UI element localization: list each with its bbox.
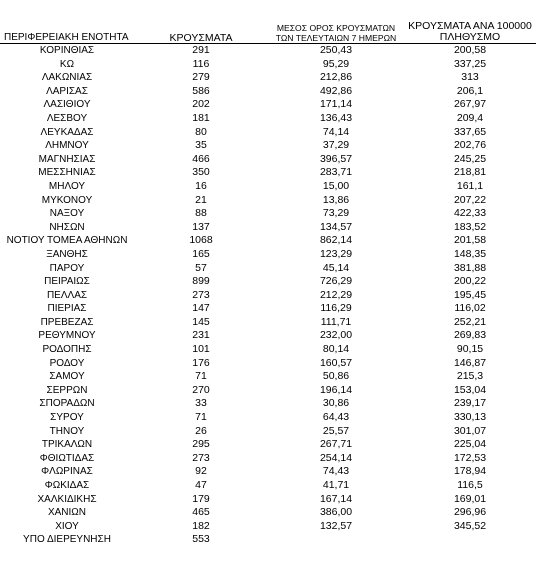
cell-per-100k: 296,96: [453, 506, 487, 519]
cell-per-100k: 218,81: [453, 166, 487, 179]
table-row: [0, 139, 536, 153]
cell-avg-7-days: 74,14: [322, 125, 350, 138]
table-row: [0, 316, 536, 330]
cell-per-100k: 169,01: [453, 492, 487, 505]
table-row: [0, 465, 536, 479]
header-avg-7-days: [268, 12, 404, 44]
cell-cases: 231: [192, 329, 210, 342]
cell-region: ΠΕΛΛΑΣ: [46, 289, 88, 301]
cell-avg-7-days: 45,14: [322, 261, 350, 274]
cell-avg-7-days: 64,43: [322, 411, 350, 424]
header-avg-line-2: ΤΩΝ ΤΕΛΕΥΤΑΙΩΝ 7 ΗΜΕΡΩΝ: [275, 32, 397, 43]
cell-region: ΦΩΚΙΔΑΣ: [44, 480, 90, 491]
cell-per-100k: 337,65: [453, 125, 487, 138]
cell-region: ΧΙΟΥ: [55, 520, 79, 532]
table-row: [0, 248, 536, 262]
cell-region: ΝΟΤΙΟΥ ΤΟΜΕΑ ΑΘΗΝΩΝ: [6, 235, 128, 247]
table-row: [0, 397, 536, 411]
table-row: [0, 275, 536, 289]
cell-cases: 80: [195, 125, 207, 138]
cell-region: ΜΕΣΣΗΝΙΑΣ: [38, 167, 96, 179]
cell-cases: 33: [195, 397, 207, 410]
cell-region: ΝΑΞΟΥ: [49, 208, 85, 220]
cell-region: ΠΙΕΡΙΑΣ: [47, 303, 87, 315]
cell-region: ΛΑΣΙΘΙΟΥ: [43, 99, 91, 111]
cell-per-100k: 381,88: [453, 261, 487, 274]
cell-region: ΛΗΜΝΟΥ: [45, 140, 89, 152]
cell-per-100k: 245,25: [453, 152, 487, 165]
table-body: [0, 44, 536, 547]
cell-avg-7-days: 267,71: [319, 438, 353, 451]
cell-avg-7-days: 212,29: [319, 288, 353, 301]
table-row: [0, 493, 536, 507]
cell-cases: 465: [192, 506, 210, 519]
cell-region: ΡΟΔΟΥ: [49, 357, 85, 369]
cell-cases: 145: [192, 315, 210, 328]
cell-cases: 21: [195, 193, 207, 206]
cell-cases: 92: [195, 465, 207, 478]
table-row: [0, 452, 536, 466]
table-row: [0, 262, 536, 276]
cell-cases: 47: [195, 479, 207, 491]
cell-per-100k: 202,76: [453, 139, 487, 152]
cell-avg-7-days: 232,00: [319, 329, 353, 342]
cell-avg-7-days: 283,71: [319, 166, 353, 179]
cell-region: ΣΕΡΡΩΝ: [46, 384, 88, 396]
header-region: ΠΕΡΙΦΕΡΕΙΑΚΗ ΕΝΟΤΗΤΑ: [4, 32, 129, 43]
cell-per-100k: 337,25: [453, 57, 487, 70]
cell-region: ΜΑΓΝΗΣΙΑΣ: [38, 153, 96, 165]
cell-avg-7-days: 132,57: [319, 519, 353, 532]
table-row: [0, 98, 536, 112]
table-row: [0, 180, 536, 194]
cell-cases: 71: [195, 370, 207, 383]
cell-avg-7-days: 396,57: [319, 152, 353, 165]
cell-region: ΡΟΔΟΠΗΣ: [42, 344, 92, 356]
cell-region: ΚΟΡΙΝΘΙΑΣ: [39, 45, 95, 56]
header-row: [0, 12, 536, 44]
cell-per-100k: 116,5: [457, 479, 483, 491]
cell-cases: 176: [192, 356, 210, 369]
cell-avg-7-days: 212,86: [319, 71, 353, 84]
cell-region: ΣΑΜΟΥ: [49, 371, 85, 383]
table-row: [0, 207, 536, 221]
cell-per-100k: 195,45: [453, 288, 487, 301]
cell-region: ΜΗΛΟΥ: [48, 180, 86, 192]
cell-avg-7-days: 386,00: [319, 506, 353, 519]
table-row: [0, 85, 536, 99]
cell-cases: 466: [192, 152, 210, 165]
cell-cases: 16: [195, 179, 207, 192]
cell-avg-7-days: 25,57: [322, 424, 350, 437]
table-row: [0, 153, 536, 167]
cell-avg-7-days: 492,86: [319, 84, 353, 97]
cell-cases: 179: [192, 492, 210, 505]
cell-per-100k: 90,15: [456, 343, 484, 356]
cell-cases: 273: [192, 451, 210, 464]
cell-cases: 116: [192, 57, 210, 70]
cell-avg-7-days: 13,86: [322, 193, 350, 206]
cell-cases: 202: [192, 98, 210, 111]
cell-per-100k: 201,58: [453, 234, 487, 247]
regional-cases-table: [0, 12, 536, 547]
table-row: [0, 71, 536, 85]
table-row: [0, 411, 536, 425]
cell-per-100k: 200,22: [453, 275, 487, 288]
cell-per-100k: 313: [461, 71, 479, 84]
cell-region: ΠΡΕΒΕΖΑΣ: [40, 316, 94, 328]
cell-cases: 553: [192, 533, 210, 546]
cell-cases: 71: [195, 411, 207, 424]
cell-per-100k: 422,33: [453, 207, 487, 220]
cell-cases: 57: [195, 261, 207, 274]
cell-cases: 137: [192, 220, 210, 233]
cell-cases: 182: [192, 519, 210, 532]
table-row: [0, 479, 536, 493]
cell-per-100k: [404, 533, 536, 547]
cell-avg-7-days: [268, 533, 404, 547]
cell-region: ΛΕΣΒΟΥ: [46, 112, 88, 124]
cell-region: ΤΡΙΚΑΛΩΝ: [41, 439, 93, 451]
cell-avg-7-days: 37,29: [322, 139, 350, 152]
cell-avg-7-days: 15,00: [322, 179, 350, 192]
cell-region: ΤΗΝΟΥ: [49, 425, 85, 437]
cell-cases: 181: [192, 111, 210, 124]
table-row: [0, 384, 536, 398]
cell-cases: 270: [192, 383, 210, 396]
cell-per-100k: 209,4: [456, 111, 484, 124]
table-row: [0, 58, 536, 72]
cell-cases: 26: [195, 424, 207, 437]
cell-avg-7-days: 95,29: [322, 57, 350, 70]
header-per-100k: [404, 12, 536, 44]
cell-avg-7-days: 116,29: [320, 302, 352, 315]
header-avg-line-1: ΜΕΣΟΣ ΟΡΟΣ ΚΡΟΥΣΜΑΤΩΝ: [276, 23, 396, 33]
cell-avg-7-days: 250,43: [319, 44, 353, 56]
header-per100k-line-2: ΠΛΗΘΥΣΜΟ: [439, 31, 501, 43]
cell-region: ΥΠΟ ΔΙΕΡΕΥΝΗΣΗ: [23, 534, 111, 546]
header-cases: ΚΡΟΥΣΜΑΤΑ: [169, 32, 233, 44]
table-row: [0, 289, 536, 303]
cell-cases: 1068: [189, 234, 213, 247]
cell-region: ΠΑΡΟΥ: [49, 262, 85, 274]
cell-avg-7-days: 136,43: [319, 111, 353, 124]
cell-avg-7-days: 160,57: [319, 356, 353, 369]
cell-region: ΜΥΚΟΝΟΥ: [41, 194, 93, 206]
table-row: [0, 425, 536, 439]
table-row: [0, 329, 536, 343]
cell-avg-7-days: 74,43: [322, 465, 350, 478]
cell-cases: 88: [195, 207, 207, 220]
table-row: [0, 112, 536, 126]
cell-avg-7-days: 254,14: [319, 451, 353, 464]
cell-avg-7-days: 73,29: [322, 207, 350, 220]
cell-cases: 279: [192, 71, 210, 84]
cell-region: ΧΑΛΚΙΔΙΚΗΣ: [37, 493, 97, 505]
cell-per-100k: 239,17: [453, 397, 487, 410]
cell-avg-7-days: 726,29: [319, 275, 353, 288]
table-row: [0, 302, 536, 316]
cell-per-100k: 301,07: [453, 424, 487, 437]
table-row: [0, 438, 536, 452]
cell-per-100k: 148,35: [453, 247, 487, 260]
cell-region: ΦΘΙΩΤΙΔΑΣ: [39, 452, 95, 464]
cell-per-100k: 172,53: [453, 451, 487, 464]
cell-per-100k: 153,04: [453, 383, 487, 396]
cell-per-100k: 225,04: [453, 438, 487, 451]
cell-cases: 899: [192, 275, 210, 288]
cell-region: ΡΕΘΥΜΝΟΥ: [38, 330, 96, 342]
cell-per-100k: 161,1: [456, 179, 484, 192]
cell-region: ΛΑΡΙΣΑΣ: [46, 85, 88, 97]
cell-per-100k: 330,13: [453, 411, 487, 424]
table-header: [0, 12, 536, 44]
cell-cases: 165: [192, 247, 210, 260]
cell-avg-7-days: 196,14: [319, 383, 353, 396]
table-row: [0, 44, 536, 58]
cell-per-100k: 183,52: [453, 220, 487, 233]
cell-avg-7-days: 80,14: [322, 343, 350, 356]
cell-avg-7-days: 50,86: [322, 370, 350, 383]
cell-avg-7-days: 171,14: [319, 98, 353, 111]
cell-region: ΛΑΚΩΝΙΑΣ: [41, 72, 93, 84]
cell-avg-7-days: 862,14: [319, 234, 353, 247]
cell-per-100k: 207,22: [453, 193, 487, 206]
table-row: [0, 126, 536, 140]
cell-region: ΣΠΟΡΑΔΩΝ: [39, 398, 95, 410]
cell-cases: 586: [192, 84, 210, 97]
cell-per-100k: 345,52: [453, 519, 487, 532]
cell-region: ΠΕΙΡΑΙΩΣ: [44, 276, 90, 288]
cell-region: ΧΑΝΙΩΝ: [47, 507, 87, 519]
cell-per-100k: 206,1: [456, 84, 484, 97]
table-row: [0, 343, 536, 357]
cell-cases: 291: [192, 44, 210, 56]
table-row: [0, 166, 536, 180]
cell-per-100k: 116,02: [454, 302, 486, 315]
table-row: [0, 194, 536, 208]
cell-avg-7-days: 41,71: [322, 479, 350, 491]
cell-avg-7-days: 167,14: [319, 492, 353, 505]
cell-cases: 273: [192, 288, 210, 301]
cell-region: ΣΥΡΟΥ: [50, 412, 84, 424]
cell-cases: 101: [192, 343, 210, 356]
cell-region: ΚΩ: [59, 58, 75, 70]
cell-cases: 35: [195, 139, 207, 152]
table-row: [0, 357, 536, 371]
cell-avg-7-days: 111,71: [320, 315, 352, 328]
table-row: [0, 520, 536, 534]
cell-per-100k: 215,3: [456, 370, 484, 383]
cell-cases: 350: [192, 166, 210, 179]
cell-per-100k: 269,83: [453, 329, 487, 342]
cell-region: ΦΛΩΡΙΝΑΣ: [41, 466, 93, 478]
cell-per-100k: 267,97: [453, 98, 487, 111]
cell-per-100k: 178,94: [453, 465, 487, 478]
table-row: [0, 506, 536, 520]
cell-per-100k: 146,87: [453, 356, 487, 369]
cell-avg-7-days: 123,29: [319, 247, 353, 260]
table-row: [0, 234, 536, 248]
cell-cases: 147: [192, 302, 210, 315]
table-row: [0, 533, 536, 547]
header-per100k-line-1: ΚΡΟΥΣΜΑΤΑ ΑΝΑ 100000: [408, 20, 532, 32]
cell-per-100k: 200,58: [453, 44, 487, 56]
table-row: [0, 221, 536, 235]
cell-region: ΝΗΣΩΝ: [49, 221, 85, 233]
cell-region: ΛΕΥΚΑΔΑΣ: [40, 126, 94, 138]
table-row: [0, 370, 536, 384]
cell-avg-7-days: 30,86: [322, 397, 350, 410]
cell-region: ΞΑΝΘΗΣ: [46, 248, 88, 260]
cell-cases: 295: [192, 438, 210, 451]
cell-per-100k: 252,21: [453, 315, 487, 328]
cell-avg-7-days: 134,57: [319, 220, 353, 233]
